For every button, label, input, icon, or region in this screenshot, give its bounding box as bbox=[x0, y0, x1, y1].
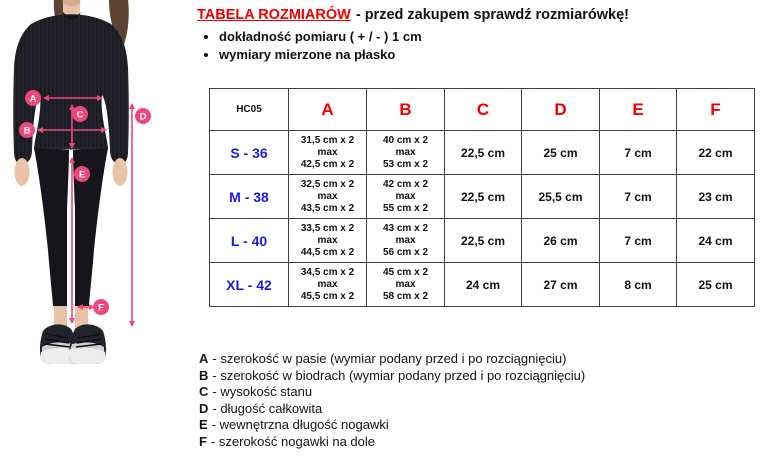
badge-a bbox=[25, 90, 41, 106]
title-rest: - przed zakupem sprawdź rozmiarówkę! bbox=[355, 7, 629, 23]
svg-text:D: D bbox=[139, 111, 147, 123]
size-label: M - 38 bbox=[210, 175, 289, 219]
cell-e: 7 cm bbox=[600, 175, 677, 219]
measurement-legend bbox=[199, 351, 585, 450]
page-title bbox=[197, 7, 629, 23]
legend-item: E - wewnętrzna długość nogawki bbox=[199, 417, 389, 432]
badge-f bbox=[93, 299, 109, 315]
cell-a: 33,5 cm x 2 max 44,5 cm x 2 bbox=[289, 219, 367, 263]
cell-e: 8 cm bbox=[600, 263, 677, 307]
cell-d: 27 cm bbox=[522, 263, 600, 307]
svg-text:A: A bbox=[29, 93, 37, 105]
cell-d: 25 cm bbox=[522, 131, 600, 175]
model-sneakers bbox=[40, 324, 106, 364]
column-header-a: A bbox=[289, 89, 367, 131]
svg-text:E: E bbox=[78, 169, 86, 181]
column-header-b: B bbox=[367, 89, 445, 131]
badge-c bbox=[72, 106, 88, 122]
legend-item: F - szerokość nogawki na dole bbox=[199, 433, 375, 449]
table-row bbox=[210, 263, 755, 307]
table-row bbox=[210, 131, 755, 175]
badge-e bbox=[74, 166, 90, 182]
cell-c: 22,5 cm bbox=[445, 175, 522, 219]
cell-f: 24 cm bbox=[677, 219, 755, 263]
bullet-flat: • wymiary mierzone na płasko bbox=[219, 47, 629, 62]
legend-item: B - szerokość w biodrach (wymiar podany przed i po rozciągnięciu) bbox=[199, 367, 586, 383]
cell-a: 31,5 cm x 2 max 42,5 cm x 2 bbox=[289, 131, 367, 175]
column-header-c: C bbox=[445, 89, 522, 131]
cell-b: 45 cm x 2 max 58 cm x 2 bbox=[367, 263, 445, 307]
model-leggings bbox=[34, 148, 108, 306]
product-code: HC05 bbox=[210, 89, 289, 131]
cell-c: 22,5 cm bbox=[445, 131, 522, 175]
cell-d: 26 cm bbox=[522, 219, 600, 263]
header-bullets bbox=[219, 29, 629, 62]
badge-b bbox=[19, 122, 35, 138]
legend-item: A - szerokość w pasie (wymiar podany przed i po rozciągnięciu) bbox=[199, 351, 567, 366]
cell-f: 22 cm bbox=[677, 131, 755, 175]
header bbox=[197, 7, 629, 65]
table-header-row bbox=[210, 89, 755, 131]
cell-f: 25 cm bbox=[677, 263, 755, 307]
bullet-accuracy: • dokładność pomiaru ( + / - ) 1 cm bbox=[219, 29, 629, 44]
cell-a: 34,5 cm x 2 max 45,5 cm x 2 bbox=[289, 263, 367, 307]
column-header-e: E bbox=[600, 89, 677, 131]
cell-e: 7 cm bbox=[600, 219, 677, 263]
size-label: L - 40 bbox=[210, 219, 289, 263]
title-highlight: TABELA ROZMIARÓW bbox=[197, 7, 351, 23]
cell-f: 23 cm bbox=[677, 175, 755, 219]
svg-text:B: B bbox=[23, 125, 31, 137]
column-header-f: F bbox=[677, 89, 755, 131]
model-hand-right bbox=[113, 158, 128, 186]
size-table bbox=[209, 88, 755, 307]
model-sweater bbox=[13, 12, 129, 164]
cell-c: 24 cm bbox=[445, 263, 522, 307]
cell-e: 7 cm bbox=[600, 131, 677, 175]
model-photo bbox=[0, 0, 190, 370]
legend-item: D - długość całkowita bbox=[199, 400, 323, 416]
svg-text:F: F bbox=[98, 302, 104, 314]
column-header-d: D bbox=[522, 89, 600, 131]
cell-a: 32,5 cm x 2 max 43,5 cm x 2 bbox=[289, 175, 367, 219]
legend-item: C - wysokość stanu bbox=[199, 384, 313, 399]
size-label: XL - 42 bbox=[210, 263, 289, 307]
cell-c: 22,5 cm bbox=[445, 219, 522, 263]
size-label: S - 36 bbox=[210, 131, 289, 175]
table-row bbox=[210, 175, 755, 219]
cell-b: 43 cm x 2 max 56 cm x 2 bbox=[367, 219, 445, 263]
badge-d bbox=[135, 108, 151, 124]
model-hand-left bbox=[15, 158, 30, 186]
model-figure bbox=[0, 0, 190, 370]
table-row bbox=[210, 219, 755, 263]
cell-b: 42 cm x 2 max 55 cm x 2 bbox=[367, 175, 445, 219]
svg-text:C: C bbox=[76, 109, 84, 121]
cell-d: 25,5 cm bbox=[522, 175, 600, 219]
cell-b: 40 cm x 2 max 53 cm x 2 bbox=[367, 131, 445, 175]
